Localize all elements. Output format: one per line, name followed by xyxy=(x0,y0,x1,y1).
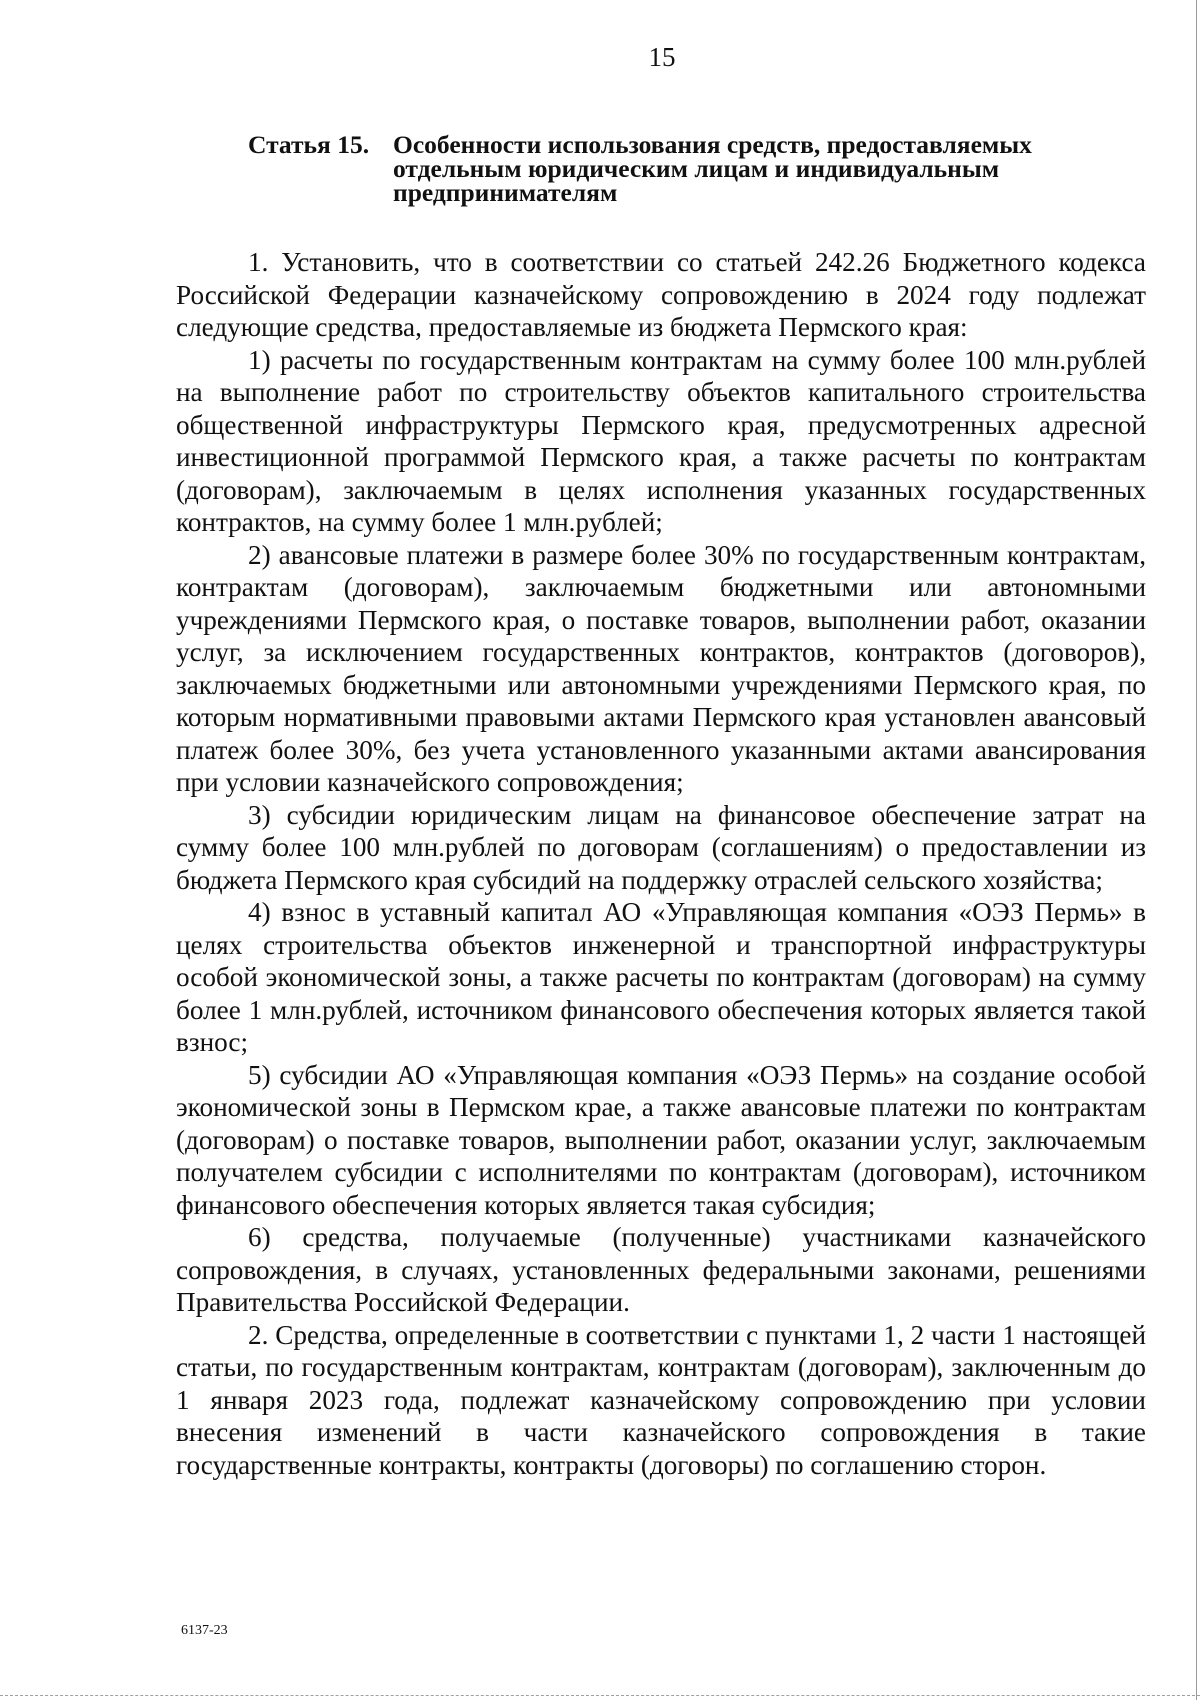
page-number: 15 xyxy=(648,42,676,72)
paragraph-part-2: 2. Средства, определенные в соответствии с пунктами 1, 2 части 1 настоящей статьи, по государственным контрактам, контрактам (договорам), заключенным до 1 января 2023 года, подлежат казначейскому сопровождению при условии внесения изменений в части казначейского сопровождения в такие государственные контракты, контракты (договоры) по соглашению сторон. xyxy=(176,1319,1146,1480)
article-heading xyxy=(248,130,1128,207)
paragraph-item-6: 6) средства, получаемые (полученные) участниками казначейского сопровождения, в случаях, установленных федеральными законами, решениями Правительства Российской Федерации. xyxy=(176,1222,1146,1317)
paragraph-item-2: 2) авансовые платежи в размере более 30% по государственным контрактам, контрактам (договорам), заключаемым бюджетными или автономными учреждениями Пермского края, о поставке товаров, выполнении работ, оказании услуг, за исключением государственных контрактов, контрактов (договоров), заключаемых бюджетными или автономными учреждениями Пермского края, по которым нормативными правовыми актами Пермского края установлен авансовый платеж более 30%, без учета установленного указанными актами авансирования при условии казначейского сопровождения; xyxy=(176,539,1146,797)
document-code: 6137-23 xyxy=(181,1623,228,1638)
paragraph-item-1: 1) расчеты по государственным контрактам на сумму более 100 млн.рублей на выполнение работ по строительству объектов капитального строительства общественной инфраструктуры Пермского края, предусмотренных адресной инвестиционной программой Пермского края, а также расчеты по контрактам (договорам), заключаемым в целях исполнения указанных государственных контрактов, на сумму более 1 млн.рублей; xyxy=(176,344,1146,537)
article-title: Особенности использования средств, предоставляемых отдельным юридическим лицам и индивидуальным предпринимателям xyxy=(393,130,1032,207)
scan-edge-bottom xyxy=(0,1695,1200,1696)
article-body xyxy=(176,246,1146,1481)
paragraph-part-1-intro: 1. Установить, что в соответствии со статьей 242.26 Бюджетного кодекса Российской Федерации казначейскому сопровождению в 2024 году подлежат следующие средства, предоставляемые из бюджета Пермского края: xyxy=(176,247,1146,342)
scan-edge-right xyxy=(1196,0,1197,1700)
paragraph-item-5: 5) субсидии АО «Управляющая компания «ОЭЗ Пермь» на создание особой экономической зоны в Пермском крае, а также авансовые платежи по контрактам (договорам) о поставке товаров, выполнении работ, оказании услуг, заключаемым получателем субсидии с исполнителями по контрактам (договорам), источником финансового обеспечения которых является такая субсидия; xyxy=(176,1059,1146,1220)
article-number: Статья 15. xyxy=(248,130,370,159)
paragraph-item-3: 3) субсидии юридическим лицам на финансовое обеспечение затрат на сумму более 100 млн.рублей по договорам (соглашениям) о предоставлении из бюджета Пермского края субсидий на поддержку отраслей сельского хозяйства; xyxy=(176,799,1146,895)
paragraph-item-4: 4) взнос в уставный капитал АО «Управляющая компания «ОЭЗ Пермь» в целях строительства объектов инженерной и транспортной инфраструктуры особой экономической зоны, а также расчеты по контрактам (договорам) на сумму более 1 млн.рублей, источником финансового обеспечения которых является такой взнос; xyxy=(176,897,1146,1057)
